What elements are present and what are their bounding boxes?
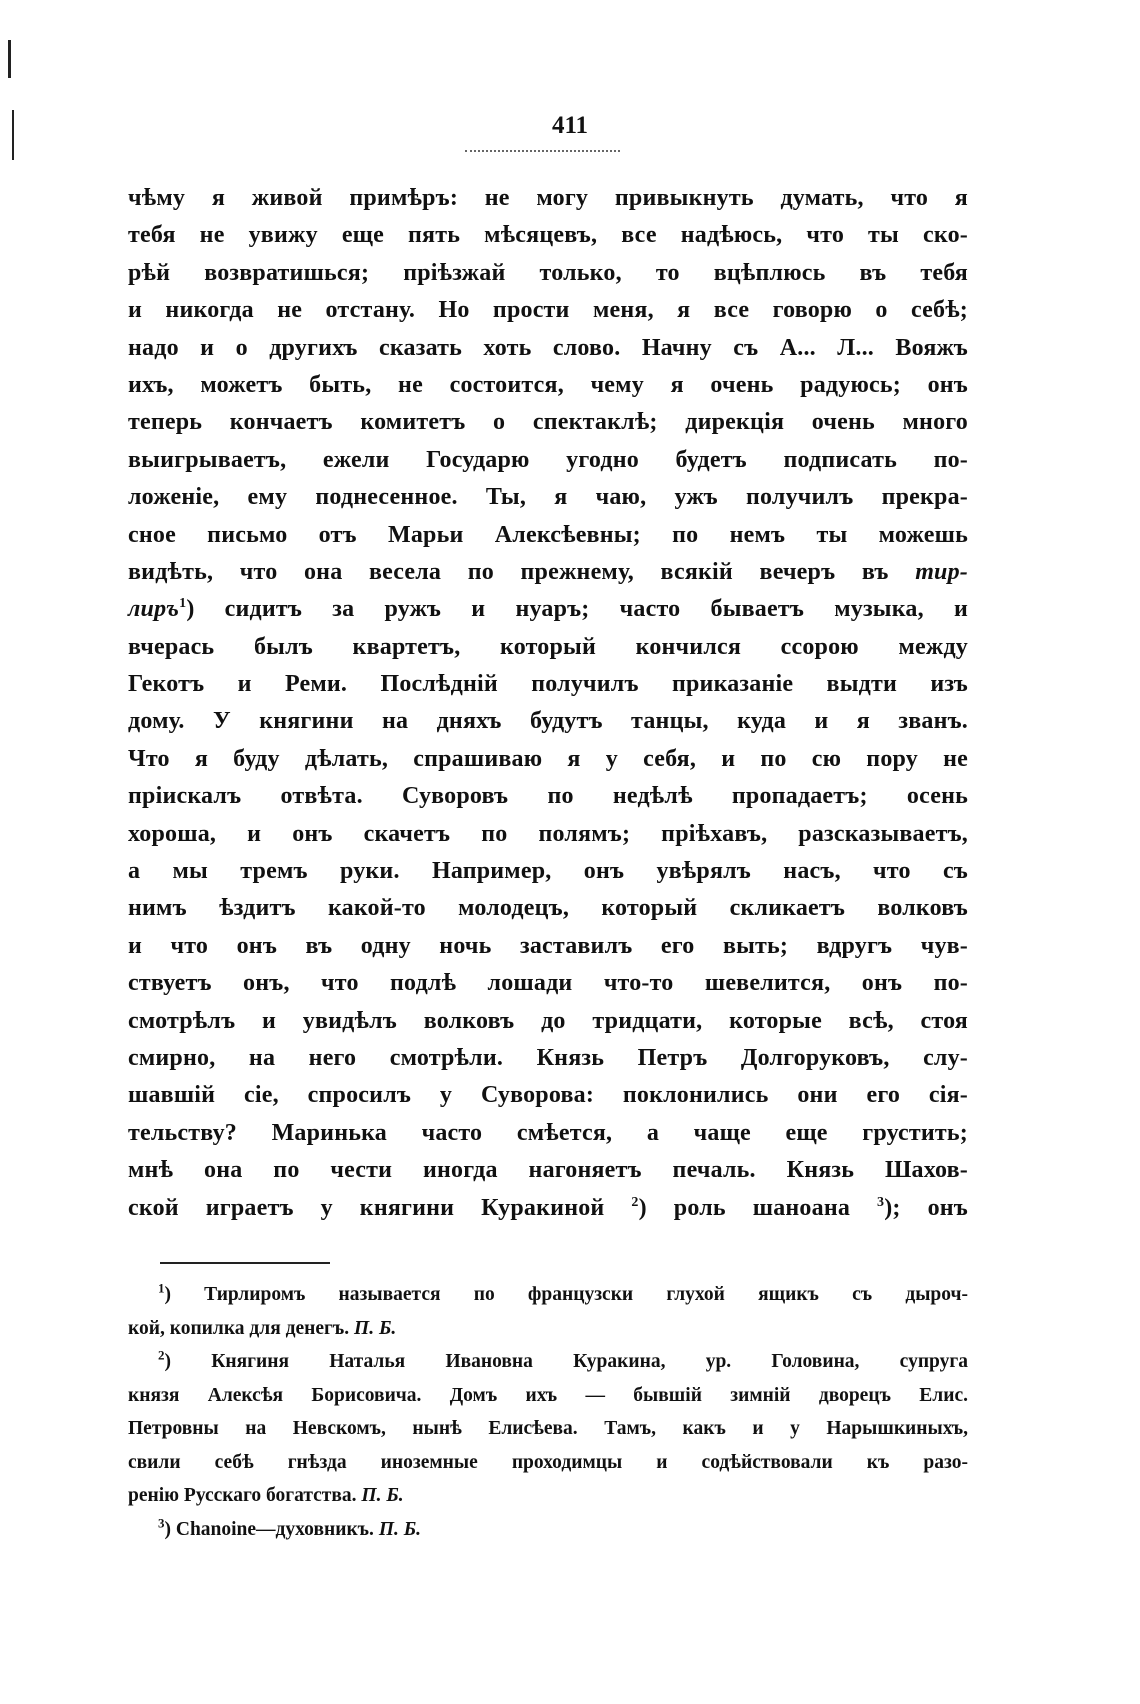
footnote-text: ) Тирлиромъ называется по французски глухой ящикъ съ дыроч- (164, 1284, 968, 1305)
footnote-1 (128, 1278, 968, 1312)
text-line: рѣй возвратишься; пріѣзжай только, то вцѣплюсь въ тебя (128, 259, 968, 286)
page-number: 411 (551, 112, 589, 139)
italic-word: лиръ (128, 596, 180, 623)
text-line: ствуетъ онъ, что подлѣ лошади что-то шевелится, онъ по- (128, 970, 968, 997)
text-segment: видѣть, что она весела по прежнему, всякій вечеръ въ (128, 558, 889, 585)
text-line: ихъ, можетъ быть, не состоится, чему я очень радуюсь; онъ (128, 371, 968, 398)
footnote-number: 3 (158, 1515, 165, 1530)
footnote-signature: П. Б. (354, 1317, 397, 1339)
text-line: а мы тремъ руки. Например, онъ увѣрялъ насъ, что съ (128, 858, 968, 885)
footnote-text: ) Княгиня Наталья Ивановна Куракина, ур. Головина, супруга (164, 1351, 968, 1372)
text-line: вчерась былъ квартетъ, который кончился ссорою между (128, 633, 968, 660)
footnote-2-cont: свили себѣ гнѣзда иноземные проходимцы и содѣйствовали къ разо- (128, 1451, 968, 1473)
text-line: и что онъ въ одну ночь заставилъ его выть; вдругъ чув- (128, 932, 968, 959)
text-line: Что я буду дѣлать, спрашиваю я у себя, и по сю пору не (128, 745, 968, 772)
footnote-ref-3: 3 (877, 1194, 885, 1210)
footnote-separator (160, 1262, 330, 1264)
page-number-ornament (465, 150, 620, 154)
footnote-signature: П. Б. (378, 1518, 421, 1540)
footnote-text: ) Chanoine—духовникъ. (164, 1518, 374, 1540)
text-line: чѣму я живой примѣръ: не могу привыкнуть думать, что я (128, 185, 968, 211)
footnote-2 (128, 1345, 968, 1379)
body-text (128, 180, 968, 1227)
text-line: сное письмо отъ Марьи Алексѣевны; по немъ ты можешь (128, 521, 968, 548)
text-segment: ) роль шаноана (638, 1194, 851, 1221)
text-line: теперь кончаетъ комитетъ о спектаклѣ; дирекція очень много (128, 409, 968, 436)
footnote-signature: П. Б. (361, 1485, 404, 1506)
text-line: мнѣ она по чести иногда нагоняетъ печаль. Князь Шахов- (128, 1157, 968, 1184)
footnote-2-cont: князя Алексѣя Борисовича. Домъ ихъ — бывшій зимній дворецъ Елис. (128, 1384, 968, 1406)
footnote-2-cont (128, 1479, 968, 1513)
text-line: ложеніе, ему поднесенное. Ты, я чаю, ужъ получилъ прекра- (128, 484, 968, 511)
text-line: тебя не увижу еще пять мѣсяцевъ, все надѣюсь, что ты ско- (128, 222, 968, 249)
footnotes (128, 1278, 968, 1546)
left-margin-mark (8, 40, 11, 78)
text-line: тельству? Маринька часто смѣется, а чаще еще грустить; (128, 1119, 968, 1146)
footnote-1-cont (128, 1312, 968, 1346)
text-line: шавшій сіе, спросилъ у Суворова: поклонились они его сія- (128, 1082, 968, 1109)
text-segment: ской играетъ у княгини Куракиной (128, 1194, 605, 1221)
text-line: дому. У княгини на дняхъ будутъ танцы, куда и я званъ. (128, 708, 968, 735)
footnote-ref-2: 2 (631, 1194, 639, 1210)
text-line: Гекотъ и Реми. Послѣдній получилъ приказаніе выдти изъ (128, 671, 968, 698)
footnote-text: ренію Русскаго богатства. (128, 1485, 357, 1506)
footnote-number: 2 (158, 1347, 165, 1363)
text-line (128, 554, 968, 591)
footnote-number: 1 (158, 1280, 165, 1296)
text-line (128, 1190, 968, 1227)
text-line: хороша, и онъ скачетъ по полямъ; пріѣхавъ, разсказываетъ, (128, 820, 968, 847)
footnote-3 (128, 1513, 968, 1547)
footnote-ref-1: 1 (179, 596, 187, 612)
text-line: смотрѣлъ и увидѣлъ волковъ до тридцати, которые всѣ, стоя (128, 1007, 968, 1034)
text-line: выигрываетъ, ежели Государю угодно будетъ подписать по- (128, 446, 968, 473)
text-line: и никогда не отстану. Но прости меня, я все говорю о себѣ; (128, 297, 968, 324)
text-line: пріискалъ отвѣта. Суворовъ по недѣлѣ пропадаетъ; осень (128, 783, 968, 810)
text-line: надо и о другихъ сказать хоть слово. Начну съ А... Л... Вояжъ (128, 334, 968, 361)
text-segment: ) сидитъ за ружъ и нуаръ; часто бываетъ музыка, и (186, 596, 968, 623)
text-segment: ); онъ (884, 1194, 969, 1221)
text-line: смирно, на него смотрѣли. Князь Петръ Долгоруковъ, слу- (128, 1044, 968, 1071)
text-line: нимъ ѣздитъ какой-то молодецъ, который скликаетъ волковъ (128, 895, 968, 922)
footnote-2-cont: Петровны на Невскомъ, нынѣ Елисѣева. Тамъ, какъ и у Нарышкиныхъ, (128, 1418, 968, 1439)
footnote-text: кой, копилка для денегъ. (128, 1317, 350, 1339)
italic-word: тир- (915, 558, 968, 585)
text-line (128, 591, 968, 628)
